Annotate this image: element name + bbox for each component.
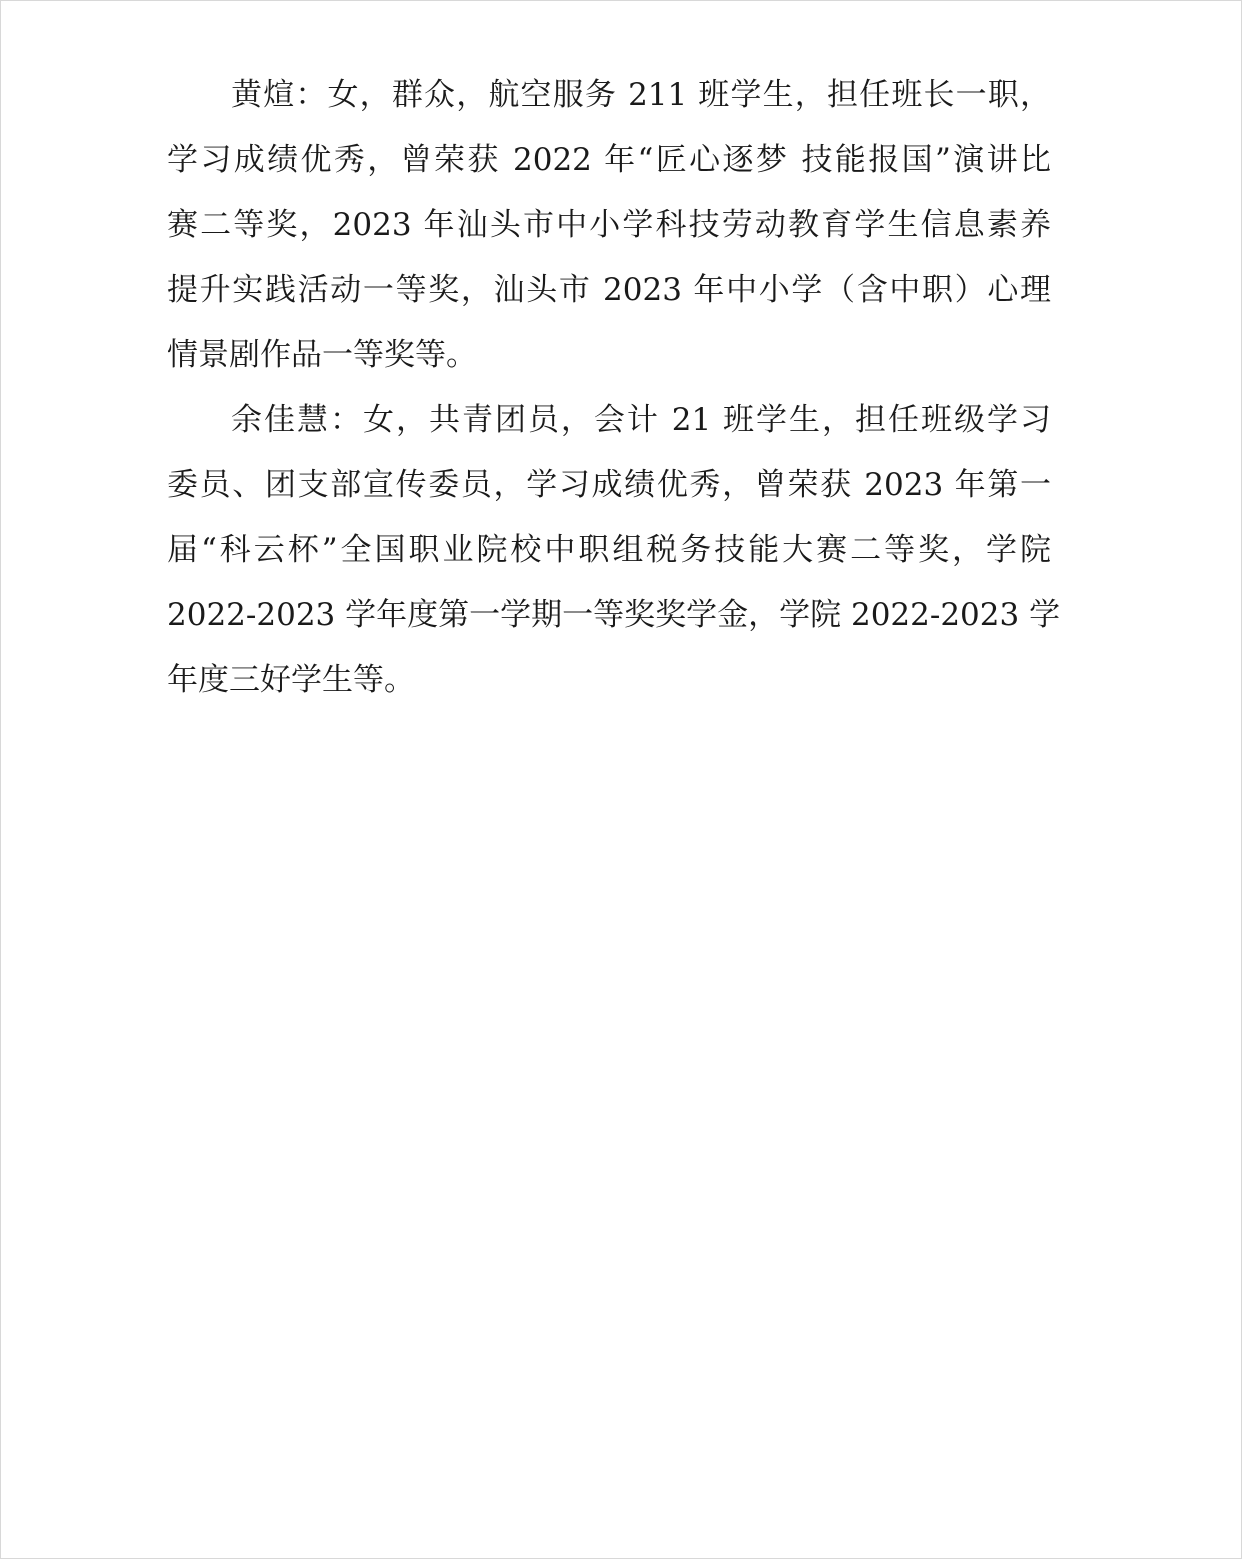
paragraph-line: 余佳慧：女，共青团员，会计 21 班学生，担任班级学习 (231, 402, 1051, 438)
paragraph-yu-jiahui (167, 388, 1061, 713)
paragraph-line: 委员、团支部宣传委员，学习成绩优秀，曾荣获 2023 年第一 (167, 467, 1051, 503)
paragraph-line: 提升实践活动一等奖，汕头市 2023 年中小学（含中职）心理 (167, 272, 1051, 308)
paragraph-line: 赛二等奖，2023 年汕头市中小学科技劳动教育学生信息素养 (167, 207, 1051, 243)
paragraph-huang-xuan (167, 63, 1051, 388)
paragraph-line: 2022-2023 学年度第一学期一等奖奖学金，学院 2022-2023 学 (167, 597, 1061, 633)
paragraph-line: 届“科云杯”全国职业院校中职组税务技能大赛二等奖，学院 (167, 532, 1051, 568)
document-body (167, 63, 1061, 713)
paragraph-line: 黄煊：女，群众，航空服务 211 班学生，担任班长一职， (231, 77, 1051, 113)
paragraph-line: 年度三好学生等。 (167, 662, 415, 698)
paragraph-line: 学习成绩优秀，曾荣获 2022 年“匠心逐梦 技能报国”演讲比 (167, 142, 1051, 178)
paragraph-line: 情景剧作品一等奖等。 (167, 337, 477, 373)
